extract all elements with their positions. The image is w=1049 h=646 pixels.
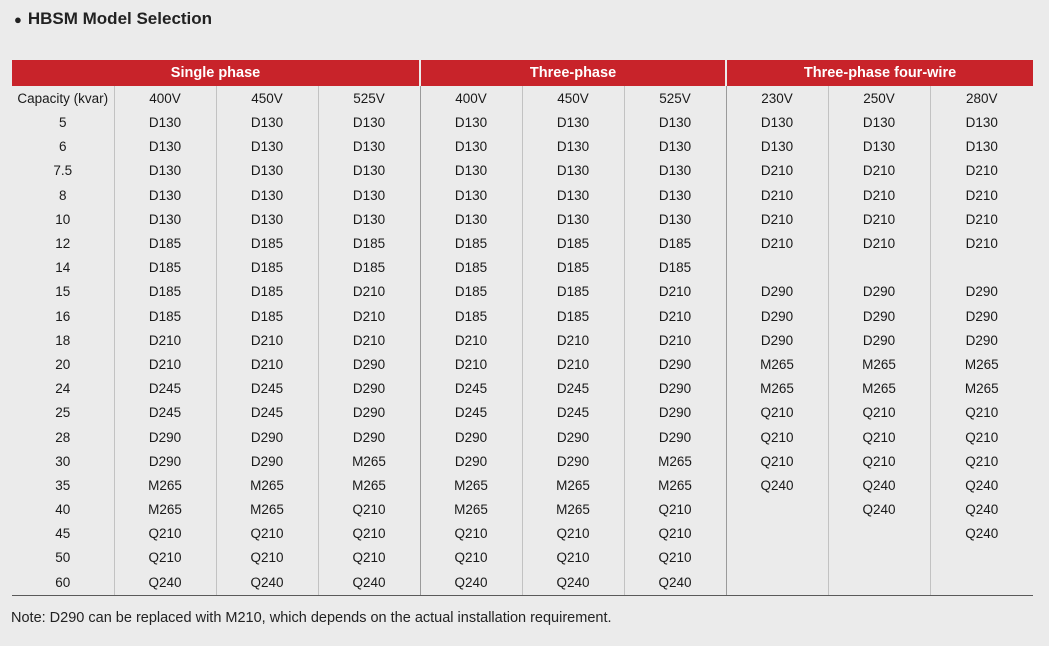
model-cell: Q210 <box>114 546 216 570</box>
model-cell: D185 <box>522 232 624 256</box>
model-cell: Q240 <box>965 502 999 518</box>
table-row <box>12 522 1033 546</box>
model-cell: M265 <box>964 381 999 397</box>
model-cell: D210 <box>318 280 420 304</box>
voltage-header: 250V <box>828 86 930 111</box>
model-cell: D290 <box>216 450 318 474</box>
capacity-cell: 6 <box>12 135 114 159</box>
model-cell: D130 <box>420 159 522 183</box>
model-cell: D210 <box>216 329 318 353</box>
model-cell: M265 <box>318 474 420 498</box>
capacity-cell: 28 <box>12 425 114 449</box>
voltage-header: 230V <box>726 86 828 111</box>
model-cell: D185 <box>318 256 420 280</box>
group-header-three-phase: Three-phase <box>420 60 726 86</box>
capacity-cell: 40 <box>12 498 114 522</box>
model-cell: D210 <box>726 159 828 183</box>
model-cell: D185 <box>420 280 522 304</box>
model-cell <box>930 546 1033 570</box>
model-cell: D290 <box>420 450 522 474</box>
capacity-cell: 10 <box>12 208 114 232</box>
page-title <box>14 9 212 29</box>
model-cell: D210 <box>965 163 998 179</box>
model-cell: D185 <box>114 232 216 256</box>
model-cell: D130 <box>726 135 828 159</box>
table-row <box>12 571 1033 596</box>
model-cell: Q210 <box>420 546 522 570</box>
model-cell: D185 <box>420 305 522 329</box>
model-cell: D130 <box>114 208 216 232</box>
model-cell: D210 <box>624 305 726 329</box>
model-cell: D130 <box>828 135 930 159</box>
table-row <box>12 401 1033 425</box>
page-title-text: HBSM Model Selection <box>27 9 213 28</box>
model-cell: D290 <box>828 280 930 304</box>
model-cell: Q210 <box>965 405 999 421</box>
model-cell: Q210 <box>522 522 624 546</box>
capacity-cell: 50 <box>12 546 114 570</box>
model-cell: Q210 <box>318 498 420 522</box>
model-cell: D245 <box>114 401 216 425</box>
model-cell: D185 <box>114 305 216 329</box>
model-cell: Q210 <box>965 429 999 445</box>
model-cell: D210 <box>828 208 930 232</box>
model-cell: D185 <box>216 256 318 280</box>
model-cell: Q210 <box>828 425 930 449</box>
model-cell: D290 <box>624 353 726 377</box>
model-cell: D130 <box>318 111 420 135</box>
model-cell: D130 <box>216 159 318 183</box>
model-cell: D210 <box>726 232 828 256</box>
model-cell: D130 <box>624 184 726 208</box>
model-cell: D130 <box>522 184 624 208</box>
model-cell: D130 <box>114 135 216 159</box>
table-row <box>12 329 1033 353</box>
model-cell: M265 <box>522 498 624 522</box>
model-cell: D290 <box>420 425 522 449</box>
model-cell: D130 <box>828 111 930 135</box>
model-cell: D130 <box>420 184 522 208</box>
model-cell: M265 <box>624 450 726 474</box>
model-cell: D210 <box>114 329 216 353</box>
model-cell: Q240 <box>318 571 420 596</box>
group-header-three-phase-four-wire: Three-phase four-wire <box>726 60 1033 86</box>
model-cell: D290 <box>726 280 828 304</box>
table-row <box>12 280 1033 304</box>
model-cell: Q210 <box>726 425 828 449</box>
model-cell: Q240 <box>522 571 624 596</box>
model-cell: D290 <box>965 332 998 348</box>
model-cell: D130 <box>114 184 216 208</box>
capacity-cell: 8 <box>12 184 114 208</box>
model-cell: D290 <box>624 401 726 425</box>
model-cell: Q240 <box>420 571 522 596</box>
capacity-cell: 5 <box>12 111 114 135</box>
model-cell: D210 <box>114 353 216 377</box>
model-cell: Q240 <box>216 571 318 596</box>
model-cell: M265 <box>726 377 828 401</box>
model-cell: D130 <box>624 208 726 232</box>
model-cell: D210 <box>318 329 420 353</box>
model-cell: D130 <box>522 159 624 183</box>
model-cell: D185 <box>522 256 624 280</box>
capacity-cell: 12 <box>12 232 114 256</box>
capacity-cell: 45 <box>12 522 114 546</box>
model-cell: M265 <box>828 377 930 401</box>
model-cell: D130 <box>726 111 828 135</box>
model-cell: D130 <box>318 135 420 159</box>
model-cell: D185 <box>420 256 522 280</box>
model-cell: D130 <box>114 111 216 135</box>
model-cell: D245 <box>114 377 216 401</box>
model-cell: D210 <box>420 353 522 377</box>
model-cell <box>828 522 930 546</box>
model-cell: D290 <box>318 401 420 425</box>
model-cell: M265 <box>964 356 999 372</box>
model-cell <box>828 256 930 280</box>
model-cell: D290 <box>114 450 216 474</box>
table-row <box>12 498 1033 522</box>
table-row <box>12 184 1033 208</box>
model-cell: D210 <box>420 329 522 353</box>
group-header-single-phase: Single phase <box>12 60 420 86</box>
model-cell: D290 <box>624 425 726 449</box>
model-cell: D245 <box>216 377 318 401</box>
model-cell: D290 <box>318 377 420 401</box>
table-row <box>12 546 1033 570</box>
model-cell <box>726 522 828 546</box>
table-row <box>12 256 1033 280</box>
model-cell: D130 <box>522 208 624 232</box>
model-cell: D130 <box>624 159 726 183</box>
model-cell: M265 <box>420 474 522 498</box>
capacity-cell: 24 <box>12 377 114 401</box>
model-cell: Q240 <box>828 474 930 498</box>
model-cell: M265 <box>726 353 828 377</box>
capacity-cell: 35 <box>12 474 114 498</box>
capacity-cell: 20 <box>12 353 114 377</box>
model-cell: D290 <box>965 308 998 324</box>
model-cell: D210 <box>965 187 998 203</box>
model-cell: Q240 <box>965 477 999 493</box>
table-row <box>12 353 1033 377</box>
model-cell: D290 <box>965 284 998 300</box>
model-cell: D130 <box>114 159 216 183</box>
model-cell: Q210 <box>114 522 216 546</box>
model-cell: D245 <box>420 377 522 401</box>
voltage-header: 400V <box>114 86 216 111</box>
capacity-header: Capacity (kvar) <box>12 86 114 111</box>
model-cell: D185 <box>114 280 216 304</box>
model-cell: Q210 <box>318 522 420 546</box>
model-cell: D185 <box>624 256 726 280</box>
model-cell: D130 <box>965 139 998 155</box>
bullet-icon: ● <box>14 11 22 27</box>
model-cell: D210 <box>726 208 828 232</box>
voltage-header: 400V <box>420 86 522 111</box>
model-cell: D290 <box>624 377 726 401</box>
model-cell <box>930 571 1033 596</box>
model-cell: D130 <box>420 135 522 159</box>
model-cell: D130 <box>216 184 318 208</box>
model-cell: D130 <box>216 208 318 232</box>
model-cell: Q210 <box>216 522 318 546</box>
model-cell: D210 <box>624 329 726 353</box>
model-selection-table <box>12 60 1033 596</box>
model-cell <box>828 571 930 596</box>
footnote: Note: D290 can be replaced with M210, which depends on the actual installation requirement. <box>11 610 612 626</box>
model-cell: D130 <box>420 208 522 232</box>
model-cell <box>726 498 828 522</box>
model-cell: M265 <box>114 474 216 498</box>
model-cell: D185 <box>420 232 522 256</box>
model-cell: D185 <box>522 280 624 304</box>
model-cell: D290 <box>114 425 216 449</box>
model-cell: Q240 <box>114 571 216 596</box>
voltage-header: 525V <box>318 86 420 111</box>
model-cell: D290 <box>828 329 930 353</box>
table-row <box>12 232 1033 256</box>
model-cell: D130 <box>216 135 318 159</box>
model-cell: Q210 <box>965 453 999 469</box>
model-cell: D130 <box>624 111 726 135</box>
model-cell: D210 <box>726 184 828 208</box>
group-header-row <box>12 60 1033 86</box>
model-cell: Q210 <box>828 401 930 425</box>
model-cell: D210 <box>965 236 998 252</box>
model-cell: Q240 <box>726 474 828 498</box>
model-cell: D130 <box>318 184 420 208</box>
model-cell: Q210 <box>420 522 522 546</box>
capacity-cell: 30 <box>12 450 114 474</box>
table-row <box>12 305 1033 329</box>
model-cell: D245 <box>522 377 624 401</box>
model-cell: Q210 <box>216 546 318 570</box>
model-cell: D290 <box>726 329 828 353</box>
model-cell: Q210 <box>828 450 930 474</box>
voltage-header: 525V <box>624 86 726 111</box>
model-cell: D130 <box>318 208 420 232</box>
model-cell: D290 <box>726 305 828 329</box>
capacity-cell: 14 <box>12 256 114 280</box>
model-cell: D290 <box>318 425 420 449</box>
model-cell: M265 <box>216 498 318 522</box>
model-cell: D130 <box>420 111 522 135</box>
model-cell: D185 <box>522 305 624 329</box>
model-cell: D130 <box>522 135 624 159</box>
model-cell: D185 <box>114 256 216 280</box>
voltage-header: 280V <box>966 90 998 106</box>
table-row <box>12 377 1033 401</box>
capacity-cell: 60 <box>12 571 114 596</box>
model-cell: M265 <box>216 474 318 498</box>
capacity-cell: 16 <box>12 305 114 329</box>
model-cell: D210 <box>828 232 930 256</box>
model-cell: D290 <box>828 305 930 329</box>
model-cell: D210 <box>522 329 624 353</box>
model-cell: D290 <box>318 353 420 377</box>
model-cell: D210 <box>216 353 318 377</box>
model-cell <box>828 546 930 570</box>
model-cell: D290 <box>522 425 624 449</box>
model-cell <box>726 256 828 280</box>
model-cell: D210 <box>828 184 930 208</box>
model-cell: Q210 <box>522 546 624 570</box>
model-cell: D130 <box>624 135 726 159</box>
model-cell: Q210 <box>624 546 726 570</box>
model-cell: Q210 <box>624 522 726 546</box>
model-cell <box>726 546 828 570</box>
model-cell: D245 <box>420 401 522 425</box>
model-cell: D185 <box>216 232 318 256</box>
table-row <box>12 474 1033 498</box>
model-cell: Q210 <box>318 546 420 570</box>
model-cell <box>726 571 828 596</box>
table-row <box>12 450 1033 474</box>
capacity-cell: 7.5 <box>12 159 114 183</box>
model-cell: Q210 <box>726 450 828 474</box>
model-cell: D245 <box>522 401 624 425</box>
table-row <box>12 135 1033 159</box>
voltage-header: 450V <box>522 86 624 111</box>
model-cell: D210 <box>624 280 726 304</box>
model-cell: D290 <box>522 450 624 474</box>
table-row <box>12 111 1033 135</box>
model-cell: M265 <box>624 474 726 498</box>
capacity-cell: 18 <box>12 329 114 353</box>
voltage-header-row <box>12 86 1033 111</box>
model-cell <box>930 256 1033 280</box>
model-cell: Q240 <box>965 526 999 542</box>
table-row <box>12 425 1033 449</box>
model-cell: M265 <box>522 474 624 498</box>
model-cell: Q210 <box>624 498 726 522</box>
model-cell: Q210 <box>726 401 828 425</box>
model-cell: D210 <box>522 353 624 377</box>
model-cell: D185 <box>216 305 318 329</box>
table-row <box>12 159 1033 183</box>
model-cell: M265 <box>114 498 216 522</box>
model-cell: Q240 <box>828 498 930 522</box>
model-cell: D210 <box>318 305 420 329</box>
model-cell: M265 <box>318 450 420 474</box>
model-cell: D185 <box>216 280 318 304</box>
table-row <box>12 208 1033 232</box>
model-cell: M265 <box>420 498 522 522</box>
model-cell: Q240 <box>624 571 726 596</box>
model-cell: D130 <box>216 111 318 135</box>
model-cell: D130 <box>318 159 420 183</box>
model-cell: D130 <box>522 111 624 135</box>
model-cell: D185 <box>318 232 420 256</box>
model-cell: D245 <box>216 401 318 425</box>
capacity-cell: 25 <box>12 401 114 425</box>
model-cell: D210 <box>828 159 930 183</box>
model-cell: D185 <box>624 232 726 256</box>
voltage-header: 450V <box>216 86 318 111</box>
model-cell: D130 <box>965 115 998 131</box>
model-cell: D290 <box>216 425 318 449</box>
capacity-cell: 15 <box>12 280 114 304</box>
model-cell: M265 <box>828 353 930 377</box>
model-cell: D210 <box>965 211 998 227</box>
